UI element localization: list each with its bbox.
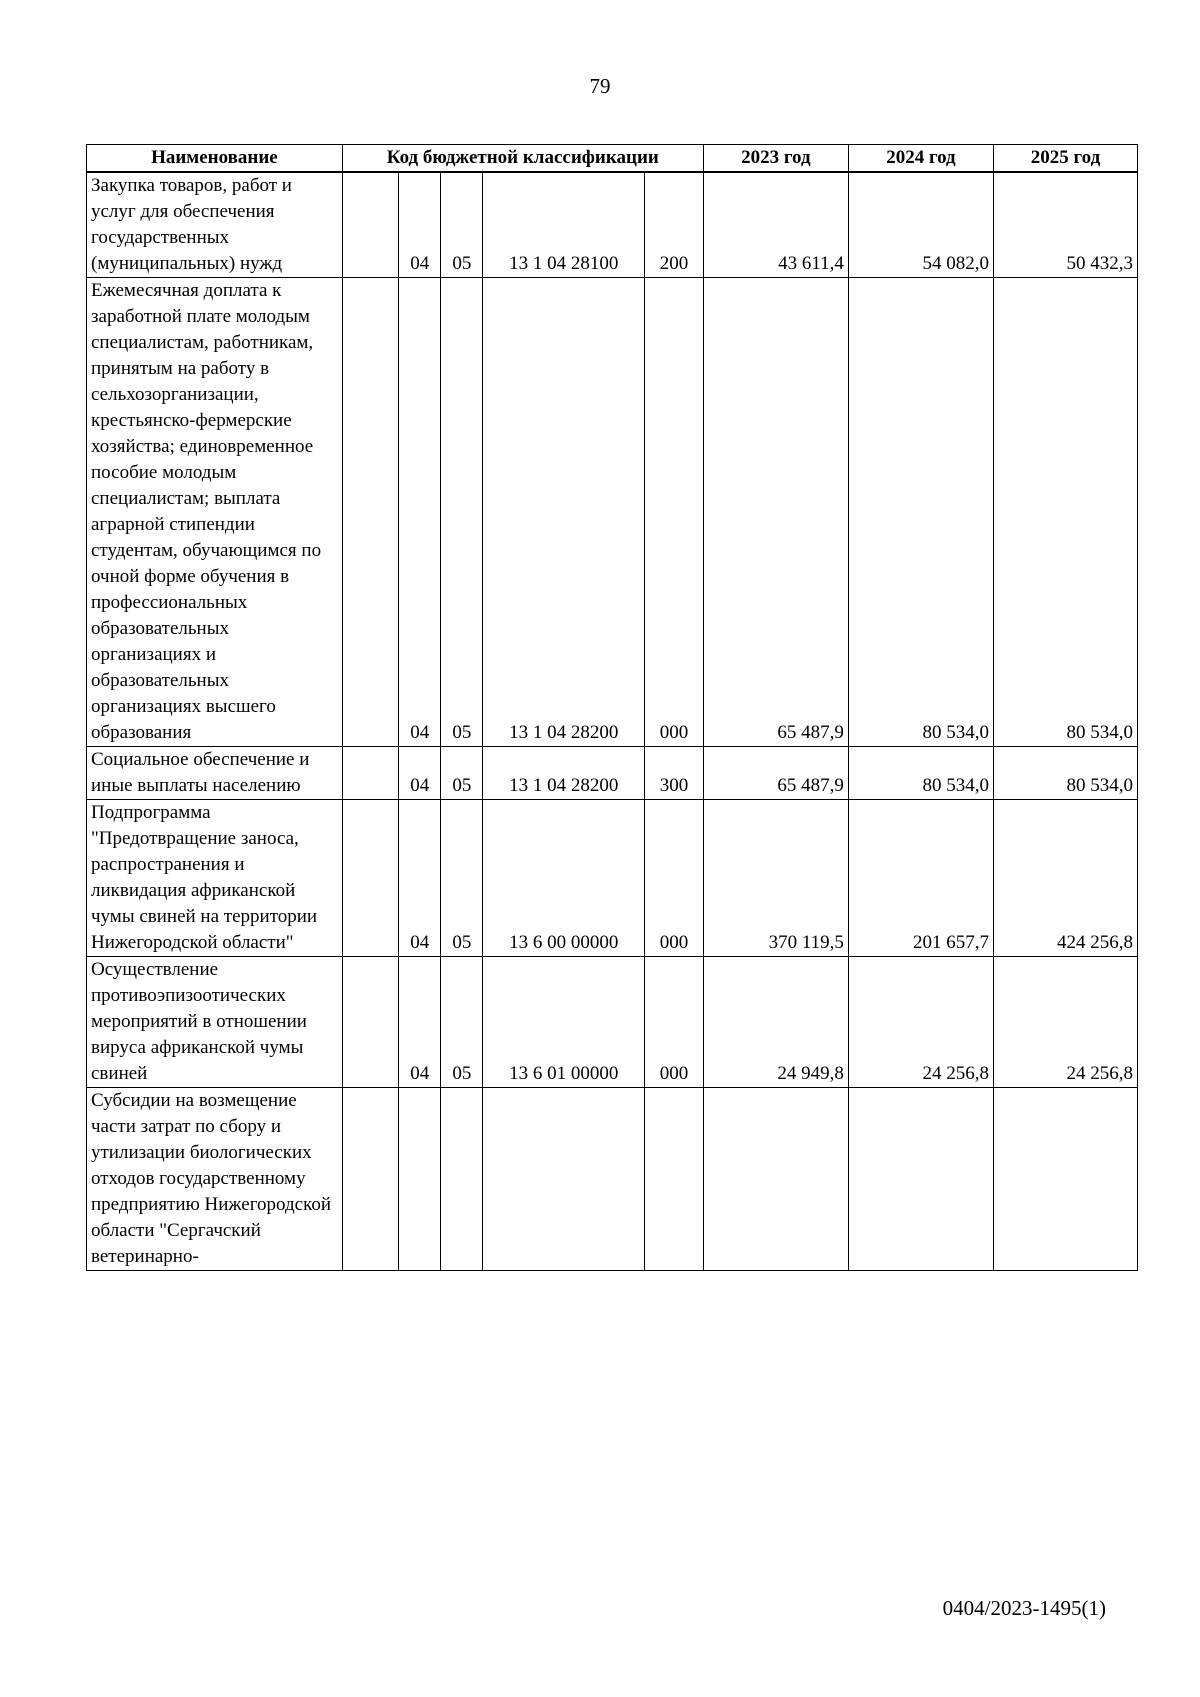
code-part-4 [483, 1088, 645, 1271]
header-2024: 2024 год [848, 145, 993, 173]
table-row [87, 172, 1138, 278]
table-row [87, 1088, 1138, 1271]
code-part-5: 000 [645, 957, 704, 1088]
code-part-4: 13 6 01 00000 [483, 957, 645, 1088]
header-2023: 2023 год [703, 145, 848, 173]
value-2024: 24 256,8 [848, 957, 993, 1088]
code-part-5: 000 [645, 800, 704, 957]
value-2025: 24 256,8 [993, 957, 1137, 1088]
code-part-2: 04 [399, 278, 441, 747]
header-2025: 2025 год [993, 145, 1137, 173]
budget-table [86, 144, 1138, 1271]
value-2025: 424 256,8 [993, 800, 1137, 957]
code-part-2: 04 [399, 172, 441, 278]
code-part-2: 04 [399, 957, 441, 1088]
code-part-3 [441, 1088, 483, 1271]
value-2023: 43 611,4 [703, 172, 848, 278]
row-name: Осуществление противоэпизоотических мероприятий в отношении вируса африканской чумы свиней [87, 957, 343, 1088]
code-part-5: 000 [645, 278, 704, 747]
code-part-4: 13 1 04 28200 [483, 747, 645, 800]
value-2023: 65 487,9 [703, 747, 848, 800]
code-part-5 [645, 1088, 704, 1271]
value-2024: 80 534,0 [848, 278, 993, 747]
value-2024: 201 657,7 [848, 800, 993, 957]
code-part-1 [342, 747, 398, 800]
page-number: 79 [589, 74, 611, 98]
code-part-3: 05 [441, 800, 483, 957]
code-part-4: 13 1 04 28200 [483, 278, 645, 747]
row-name: Субсидии на возмещение части затрат по сбору и утилизации биологических отходов государственному предприятию Нижегородской области "Сергачский ветеринарно- [87, 1088, 343, 1271]
table-row [87, 747, 1138, 800]
code-part-2: 04 [399, 747, 441, 800]
table-row [87, 800, 1138, 957]
header-name: Наименование [87, 145, 343, 173]
value-2024: 54 082,0 [848, 172, 993, 278]
code-part-1 [342, 957, 398, 1088]
code-part-4: 13 6 00 00000 [483, 800, 645, 957]
code-part-2: 04 [399, 800, 441, 957]
value-2025: 80 534,0 [993, 278, 1137, 747]
value-2024 [848, 1088, 993, 1271]
code-part-3: 05 [441, 747, 483, 800]
table-row [87, 957, 1138, 1088]
value-2025: 50 432,3 [993, 172, 1137, 278]
row-name: Социальное обеспечение и иные выплаты населению [87, 747, 343, 800]
header-code: Код бюджетной классификации [342, 145, 703, 173]
code-part-1 [342, 278, 398, 747]
table-row [87, 278, 1138, 747]
table-header-row [87, 145, 1138, 173]
row-name: Ежемесячная доплата к заработной плате молодым специалистам, работникам, принятым на работу в сельхозорганизации, крестьянско-фермерские хозяйства; единовременное пособие молодым специалистам; выплата аграрной стипендии студентам, обучающимся по очной форме обучения в профессиональных образовательных организациях и образовательных организациях высшего образования [87, 278, 343, 747]
row-name: Подпрограмма "Предотвращение заноса, распространения и ликвидация африканской чумы свиней на территории Нижегородской области" [87, 800, 343, 957]
value-2023: 24 949,8 [703, 957, 848, 1088]
document-code: 0404/2023-1495(1) [942, 1596, 1106, 1620]
code-part-2 [399, 1088, 441, 1271]
code-part-4: 13 1 04 28100 [483, 172, 645, 278]
value-2023: 370 119,5 [703, 800, 848, 957]
value-2023 [703, 1088, 848, 1271]
code-part-1 [342, 1088, 398, 1271]
code-part-3: 05 [441, 172, 483, 278]
code-part-3: 05 [441, 278, 483, 747]
value-2023: 65 487,9 [703, 278, 848, 747]
row-name: Закупка товаров, работ и услуг для обеспечения государственных (муниципальных) нужд [87, 172, 343, 278]
code-part-1 [342, 800, 398, 957]
code-part-5: 300 [645, 747, 704, 800]
value-2025 [993, 1088, 1137, 1271]
value-2025: 80 534,0 [993, 747, 1137, 800]
code-part-3: 05 [441, 957, 483, 1088]
code-part-5: 200 [645, 172, 704, 278]
value-2024: 80 534,0 [848, 747, 993, 800]
code-part-1 [342, 172, 398, 278]
